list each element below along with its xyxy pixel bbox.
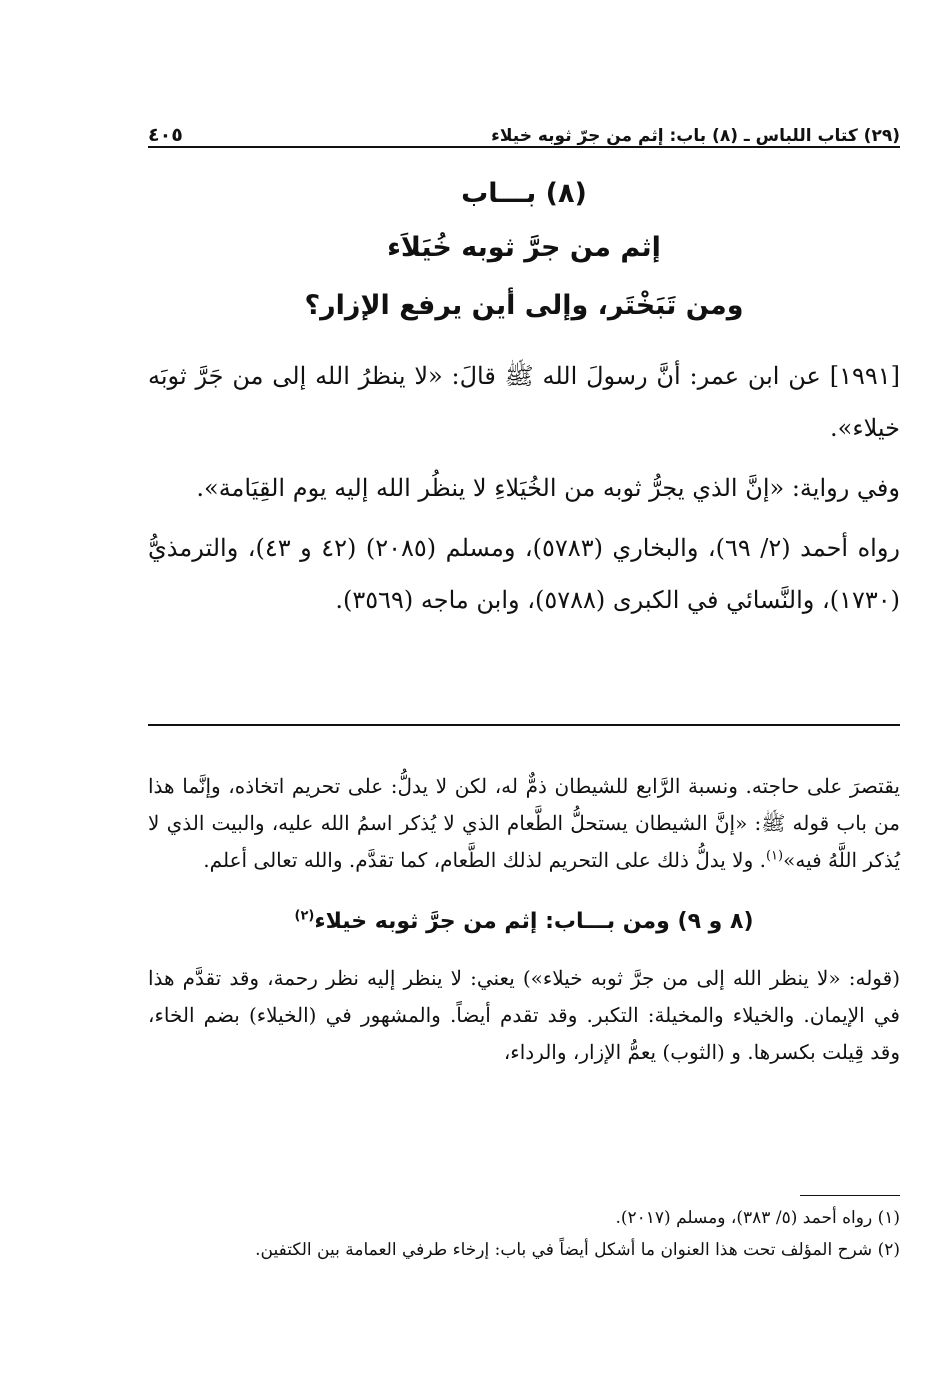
hadith-text: [148, 350, 900, 634]
commentary-sub-heading: [148, 903, 900, 940]
chapter-number-heading: (٨) بـــاب: [461, 178, 587, 209]
commentary-paragraph-text: يقتصرَ على حاجته. ونسبة الرَّابع للشيطان ذمٌّ له، لكن لا يدلُّ: على تحريم اتخاذه، وإنَّما هذا من باب قوله ﷺ: «إنَّ الشيطان يستحلُّ الطَّعام الذي لا يُذكر اسمُ الله عليه، والبيت الذي لا يُذكر اللَّهُ فيه»: [148, 774, 900, 872]
hadith-sources-paragraph: رواه أحمد (٢/ ٦٩)، والبخاري (٥٧٨٣)، ومسلم (٢٠٨٥) (٤٢ و ٤٣)، والترمذيُّ (١٧٣٠)، والنَّسائي في الكبرى (٥٧٨٨)، وابن ماجه (٣٥٦٩).: [148, 534, 900, 614]
chapter-title-heading: إثم من جرَّ ثوبه خُيَلاَء: [387, 232, 661, 263]
running-title: (٢٩) كتاب اللباس ـ (٨) باب: إثم من جرّ ثوبه خيلاء: [491, 126, 900, 146]
sub-heading-text: (٨ و ٩) ومن بـــاب: إثم من جرَّ ثوبه خيلاء: [314, 909, 754, 934]
commentary-paragraph-2: (قوله: «لا ينظر الله إلى من جرَّ ثوبه خيلاء») يعني: لا ينظر إليه نظر رحمة، وقد تقدَّم هذا في الإيمان. والخيلاء والمخيلة: التكبر. وقد تقدم أيضاً. والمشهور في (الخيلاء) بضم الخاء، وقد قِيلت بكسرها. و (الثوب) يعمُّ الإزار، والرداء،: [148, 966, 900, 1064]
page-number: ٤٠٥: [148, 124, 183, 146]
footnote-ref-1[interactable]: (١): [765, 848, 784, 864]
footnote-2: (٢) شرح المؤلف تحت هذا العنوان ما أشكل أيضاً في باب: إرخاء طرفي العمامة بين الكتفين.: [255, 1240, 900, 1260]
chapter-subtitle-heading: ومن تَبَخْتَر، وإلى أين يرفع الإزار؟: [304, 290, 744, 321]
header-rule: [148, 146, 900, 148]
commentary-paragraph: [148, 768, 900, 879]
footnote-ref-2[interactable]: (٢): [294, 908, 315, 924]
hadith-variant-paragraph: وفي رواية: «إنَّ الذي يجرُّ ثوبه من الخُيَلاءِ لا ينظُر الله إليه يوم القِيَامة».: [196, 474, 900, 502]
section-divider: [148, 724, 900, 726]
commentary-text: [148, 768, 900, 1071]
footnote-1: (١) رواه أحمد (٥/ ٣٨٣)، ومسلم (٢٠١٧).: [615, 1208, 900, 1228]
hadith-paragraph: [١٩٩١] عن ابن عمر: أنَّ رسولَ الله ﷺ قالَ: «لا ينظرُ الله إلى من جَرَّ ثوبَه خيلاء».: [148, 362, 900, 442]
footnote-rule: [800, 1195, 900, 1196]
running-header: [148, 112, 900, 146]
footnotes: [148, 1202, 900, 1266]
commentary-paragraph-tail: . ولا يدلُّ ذلك على التحريم لذلك الطَّعام، كما تقدَّم. والله تعالى أعلم.: [203, 848, 766, 872]
